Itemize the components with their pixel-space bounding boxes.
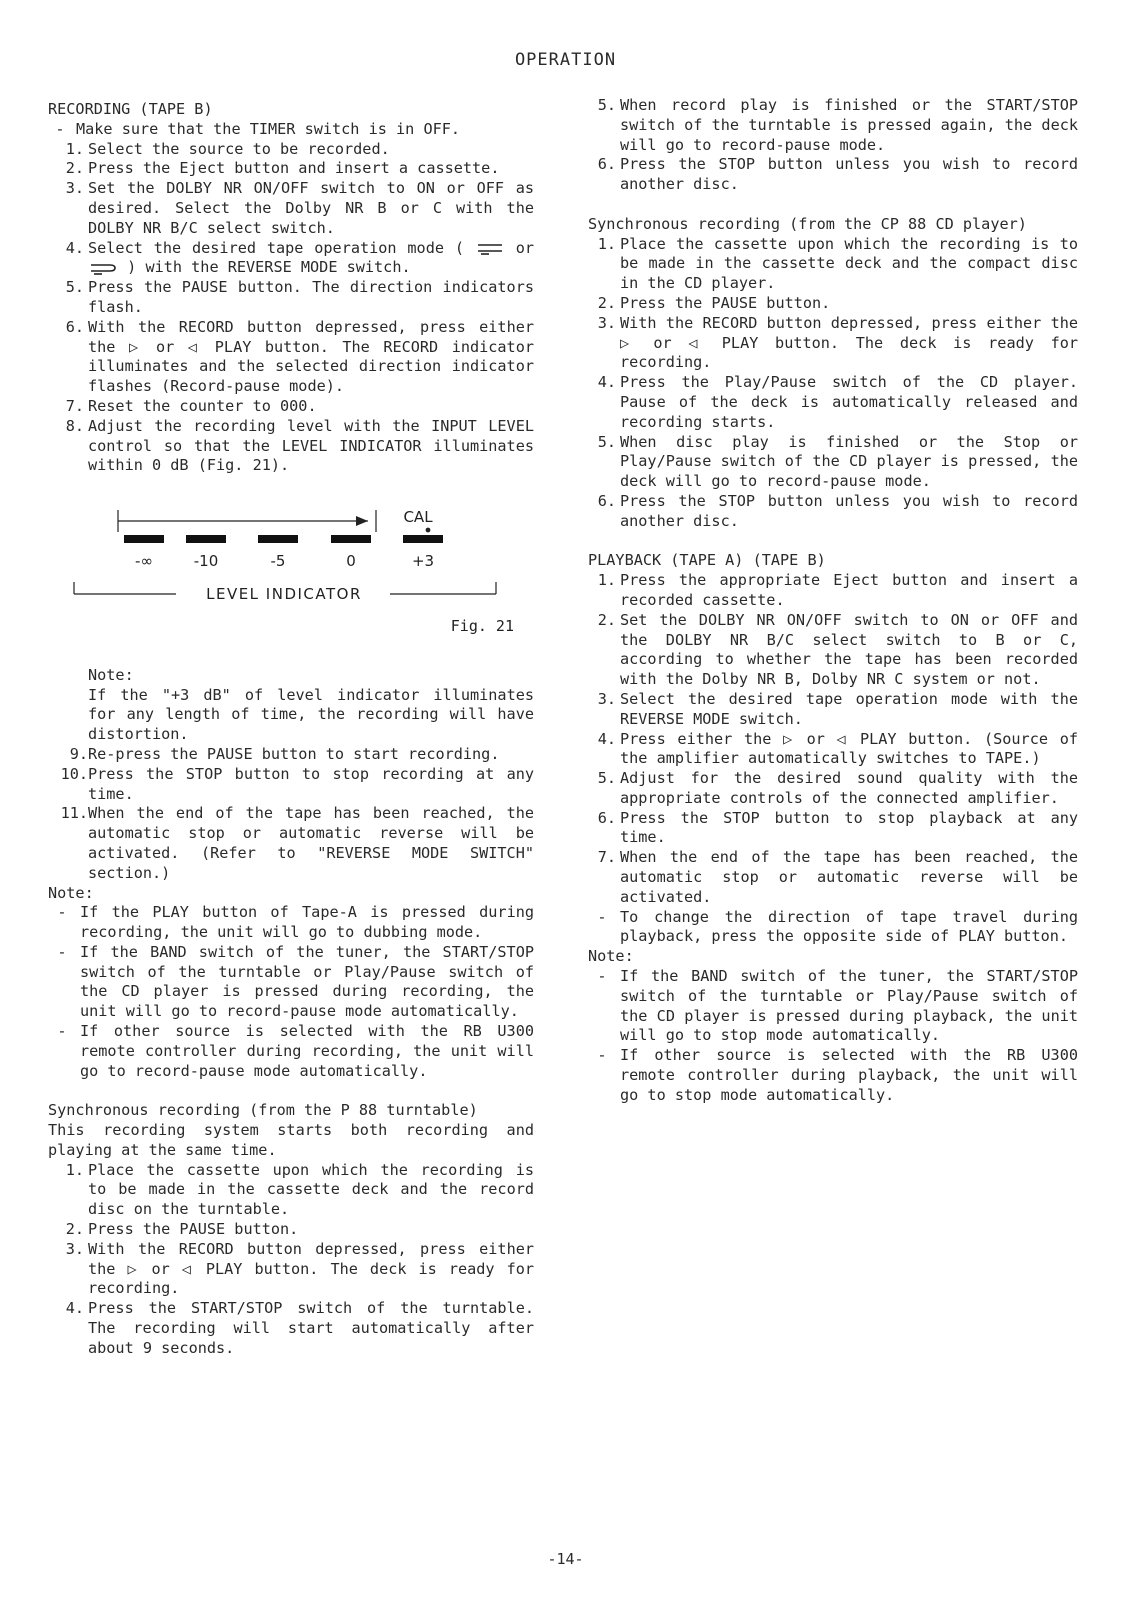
level-indicator-diagram: [48, 496, 534, 646]
list-text: When the end of the tape has been reached, the automatic stop or automatic reverse will be activated.: [620, 848, 1078, 906]
list-dash: -: [597, 967, 607, 986]
list-text: Press the PAUSE button.: [620, 293, 831, 312]
list-item: [48, 318, 534, 397]
list-text: Place the cassette upon which the recording is to be made in the cassette deck and the compact disc in the CD player.: [620, 234, 1078, 293]
list-text: Press the STOP button to stop playback at any time.: [620, 808, 1078, 847]
list-item: [588, 690, 1078, 730]
list-number: 5.: [597, 432, 616, 451]
list-text: When record play is finished or the START/STOP switch of the turntable is pressed again, the deck will go to record-pause mode.: [620, 96, 1078, 154]
list-item: [48, 804, 534, 883]
list-dash: -: [597, 907, 607, 926]
list-number: 10.: [60, 764, 88, 783]
note-text: If the "+3 dB" of level indicator illuminates for any length of time, the recording will have distortion.: [88, 685, 534, 744]
list-item: [48, 903, 534, 943]
list-number: 5.: [65, 278, 84, 297]
list-text: Press the STOP button to stop recording at any time.: [88, 764, 534, 803]
list-dash: -: [55, 119, 65, 138]
list-text: Press the STOP button unless you wish to record another disc.: [620, 491, 1078, 530]
recording-heading: RECORDING (TAPE B): [48, 100, 213, 118]
list-text: When the end of the tape has been reached, the automatic stop or automatic reverse will be activated. (Refer to "REVERSE MODE SWITCH" section.): [88, 804, 534, 882]
list-item: [48, 278, 534, 318]
level-segment: [258, 535, 298, 543]
list-item: [588, 373, 1078, 432]
note-label: Note:: [588, 947, 634, 966]
list-text: Place the cassette upon which the recording is to be made in the cassette deck and the record disc on the turntable.: [88, 1160, 534, 1219]
list-item: [48, 140, 534, 160]
list-number: 2.: [65, 159, 84, 178]
list-number: 6.: [597, 491, 616, 510]
list-number: 9.: [69, 744, 88, 763]
left-column: [48, 100, 534, 1359]
tick-label: -∞: [135, 551, 153, 570]
list-text: Press the appropriate Eject button and insert a recorded cassette.: [620, 571, 1078, 609]
list-number: 3.: [597, 689, 616, 708]
list-text: With the RECORD button depressed, press either the ▷ or ◁ PLAY button. The deck is ready for recording.: [88, 1239, 534, 1298]
list-number: 6.: [65, 317, 84, 336]
list-dash: -: [57, 903, 67, 922]
list-text: [88, 239, 534, 279]
list-text: Press the Eject button and insert a cassette.: [88, 159, 500, 178]
list-dash: -: [597, 1046, 607, 1065]
list-number: 3.: [65, 179, 84, 198]
level-segment: [124, 535, 164, 543]
list-item: [588, 769, 1078, 809]
list-text: Re-press the PAUSE button to start recording.: [88, 744, 500, 763]
list-text: With the RECORD button depressed, press either the ▷ or ◁ PLAY button. The deck is ready for recording.: [620, 313, 1078, 372]
level-segment: [331, 535, 371, 543]
list-text: Select the desired tape operation mode with the REVERSE MODE switch.: [620, 689, 1078, 728]
section-intro: This recording system starts both recording and playing at the same time.: [48, 1121, 534, 1159]
list-text: If the BAND switch of the tuner, the START/STOP switch of the turntable or Play/Pause switch of the CD player is pressed during playback, the unit will go to stop mode automatically.: [620, 967, 1078, 1045]
recording-steps-1-3: [48, 140, 534, 239]
cal-dot: [426, 528, 431, 533]
list-number: 2.: [597, 610, 616, 629]
list-number: 1.: [65, 1160, 84, 1179]
list-number: 5.: [597, 769, 616, 788]
list-item: [48, 1022, 534, 1081]
list-item: [588, 155, 1078, 195]
section-heading: Synchronous recording (from the CP 88 CD player): [588, 214, 1027, 233]
page-title: OPERATION: [514, 50, 617, 70]
list-number: 4.: [65, 1299, 84, 1318]
list-item: [48, 239, 534, 279]
list-item: [48, 417, 534, 476]
step4-text-b: ) with the REVERSE MODE switch.: [127, 258, 411, 277]
list-item: [588, 848, 1078, 907]
list-item: [588, 571, 1078, 611]
list-number: 1.: [65, 139, 84, 158]
sync-p88-steps: [48, 1161, 534, 1359]
list-number: 4.: [65, 238, 84, 257]
tick-label: -10: [193, 551, 219, 570]
list-item: [48, 397, 534, 417]
step4-or: or: [515, 238, 534, 257]
list-text: If the PLAY button of Tape-A is pressed during recording, the unit will go to dubbing mode.: [80, 903, 534, 942]
list-text: Select the source to be recorded.: [88, 139, 390, 158]
recording-intro: [48, 120, 534, 140]
list-item: [48, 1161, 534, 1220]
sync-p88-steps-continued: [588, 96, 1078, 195]
level-indicator-caption: LEVEL INDICATOR: [206, 584, 362, 603]
list-text: Press the STOP button unless you wish to record another disc.: [620, 155, 1078, 194]
list-item: [588, 235, 1078, 294]
list-text: Make sure that the TIMER switch is in OFF.: [76, 119, 461, 138]
list-number: 3.: [597, 313, 616, 332]
list-text: Press the PAUSE button.: [88, 1220, 299, 1239]
figure-label: Fig. 21: [450, 616, 514, 635]
list-item: [48, 765, 534, 805]
sync-cp88-steps: [588, 235, 1078, 532]
list-text: Adjust the recording level with the INPUT LEVEL control so that the LEVEL INDICATOR illuminates within 0 dB (Fig. 21).: [88, 416, 534, 475]
tick-label: 0: [346, 551, 356, 570]
list-text: If other source is selected with the RB U300 remote controller during recording, the unit will go to record-pause mode automatically.: [80, 1022, 534, 1080]
list-number: 4.: [597, 729, 616, 748]
list-text: To change the direction of tape travel during playback, press the opposite side of PLAY button.: [620, 907, 1078, 946]
recording-notes: [48, 903, 534, 1081]
section-heading: PLAYBACK (TAPE A) (TAPE B): [588, 551, 826, 570]
list-item: [48, 1240, 534, 1299]
list-text: Reset the counter to 000.: [88, 396, 317, 415]
list-item: [48, 943, 534, 1022]
list-item: [588, 908, 1078, 948]
list-item: [48, 745, 534, 765]
list-number: 1.: [597, 571, 616, 590]
list-number: 7.: [65, 396, 84, 415]
list-item: [588, 492, 1078, 532]
list-number: 8.: [65, 416, 84, 435]
list-number: 5.: [597, 96, 616, 114]
list-item: [48, 159, 534, 179]
right-column: [588, 96, 1078, 1106]
tick-label: -5: [270, 551, 286, 570]
list-number: 2.: [597, 293, 616, 312]
tick-label: +3: [411, 551, 435, 570]
list-number: 1.: [597, 234, 616, 253]
list-text: If other source is selected with the RB U300 remote controller during playback, the unit will go to stop mode automatically.: [620, 1046, 1078, 1104]
level-indicator-figure: [48, 496, 534, 646]
list-number: 6.: [597, 808, 616, 827]
list-item: [588, 809, 1078, 849]
recording-steps-9-11: [48, 745, 534, 884]
list-text: Press the START/STOP switch of the turntable. The recording will start automatically after about 9 seconds.: [88, 1299, 534, 1357]
list-text: Press either the ▷ or ◁ PLAY button. (Source of the amplifier automatically switches to TAPE.): [620, 729, 1078, 768]
list-text: Adjust for the desired sound quality with the appropriate controls of the connected amplifier.: [620, 769, 1078, 807]
step4-text-a: Select the desired tape operation mode (: [88, 238, 464, 257]
list-number: 2.: [65, 1220, 84, 1239]
list-item: [588, 611, 1078, 690]
list-item: [48, 1299, 534, 1358]
list-number: 3.: [65, 1239, 84, 1258]
list-item: [588, 314, 1078, 373]
list-item: [588, 1046, 1078, 1105]
playback-dash-items: [588, 908, 1078, 948]
list-text: Press the PAUSE button. The direction indicators flash.: [88, 278, 534, 316]
list-item: [48, 1220, 534, 1240]
list-text: Set the DOLBY NR ON/OFF switch to ON or OFF as desired. Select the Dolby NR B or C with the DOLBY NR B/C select switch.: [88, 179, 534, 237]
list-item: [588, 96, 1078, 155]
list-text: Set the DOLBY NR ON/OFF switch to ON or OFF and the DOLBY NR B/C select switch to B or C, according to whether the tape has been recorded with the Dolby NR B, Dolby NR C system or not.: [620, 610, 1078, 689]
recording-steps-5-8: [48, 278, 534, 476]
list-item: [48, 179, 534, 238]
list-number: 4.: [597, 373, 616, 392]
list-item: [588, 967, 1078, 1046]
section-heading: Synchronous recording (from the P 88 turntable): [48, 1101, 478, 1120]
level-segment: [186, 535, 226, 543]
playback-notes: [588, 967, 1078, 1106]
list-text: If the BAND switch of the tuner, the START/STOP switch of the turntable or Play/Pause switch of the CD player is pressed during recording, the unit will go to record-pause mode automatically.: [80, 942, 534, 1021]
page-number: -14-: [547, 1550, 584, 1568]
range-arrow: [356, 516, 368, 526]
list-dash: -: [57, 1022, 67, 1041]
list-number: 11.: [60, 804, 88, 823]
list-item: [588, 433, 1078, 492]
playback-steps: [588, 571, 1078, 908]
one-way-mode-icon: [475, 241, 505, 255]
note-label: Note:: [88, 665, 134, 684]
list-text: Press the Play/Pause switch of the CD player. Pause of the deck is automatically released and recording starts.: [620, 373, 1078, 431]
reverse-mode-icon: [88, 261, 118, 275]
list-number: 7.: [597, 848, 616, 867]
level-segment: [403, 535, 443, 543]
note-label: Note:: [48, 883, 94, 902]
list-item: [588, 730, 1078, 770]
list-text: With the RECORD button depressed, press either the ▷ or ◁ PLAY button. The RECORD indicator illuminates and the selected direction indicator flashes (Record-pause mode).: [88, 317, 534, 396]
cal-label: CAL: [403, 507, 433, 526]
list-number: 6.: [597, 155, 616, 174]
list-text: When disc play is finished or the Stop or Play/Pause switch of the CD player is pressed, the deck will go to record-pause mode.: [620, 432, 1078, 491]
list-dash: -: [57, 942, 67, 961]
list-item: [588, 294, 1078, 314]
